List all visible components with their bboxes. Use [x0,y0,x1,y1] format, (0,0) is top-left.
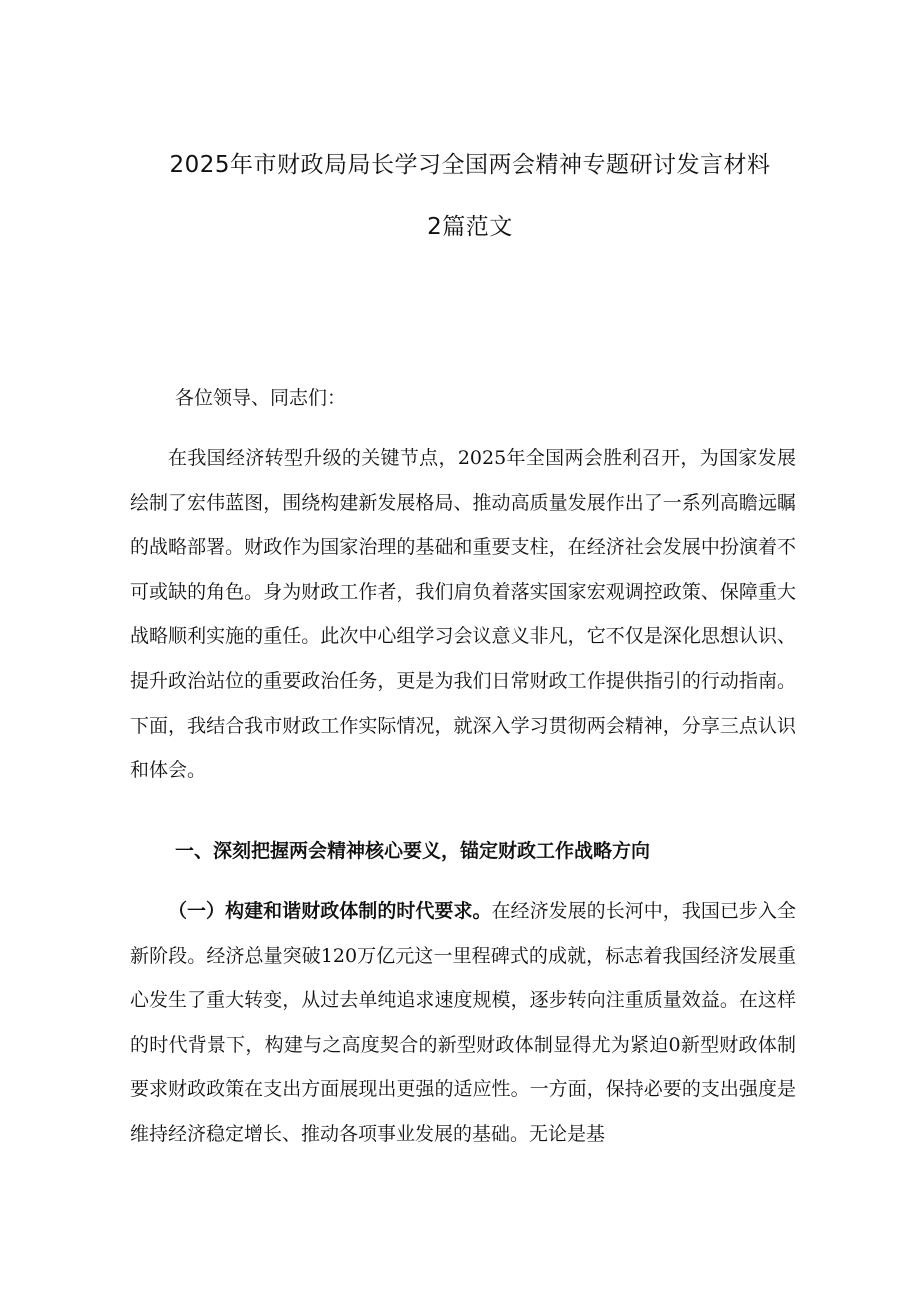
salutation: 各位领导、同志们： [175,387,347,409]
subsection-1-heading: （一）构建和谐财政体制的时代要求。 [168,900,492,922]
document-title-line-1: 2025年市财政局局长学习全国两会精神专题研讨发言材料 [169,152,771,178]
section-1-heading: 一、深刻把握两会精神核心要义，锚定财政工作战略方向 [175,840,651,862]
document-title-line-2: 2篇范文 [427,214,513,240]
subsection-1-body: 在经济发展的长河中，我国已步入全新阶段。经济总量突破120万亿元这一里程碑式的成就，标志着我国经济发展重心发生了重大转变，从过去单纯追求速度规模，逐步转向注重质量效益。在这样的时代背景下，构建与之高度契合的新型财政体制显得尤为紧迫0新型财政体制要求财政政策在支出方面展现出更强的适应性。一方面，保持必要的支出强度是维持经济稳定增长、推动各项事业发展的基础。无论是基 [130,900,796,1145]
intro-paragraph: 在我国经济转型升级的关键节点，2025年全国两会胜利召开，为国家发展绘制了宏伟蓝图，围绕构建新发展格局、推动高质量发展作出了一系列高瞻远瞩的战略部署。财政作为国家治理的基础和重要支柱，在经济社会发展中扮演着不可或缺的角色。身为财政工作者，我们肩负着落实国家宏观调控政策、保障重大战略顺利实施的重任。此次中心组学习会议意义非凡，它不仅是深化思想认识、提升政治站位的重要政治任务，更是为我们日常财政工作提供指引的行动指南。下面，我结合我市财政工作实际情况，就深入学习贯彻两会精神，分享三点认识和体会。 [130,447,796,782]
subsection-1-paragraph [130,889,796,1157]
